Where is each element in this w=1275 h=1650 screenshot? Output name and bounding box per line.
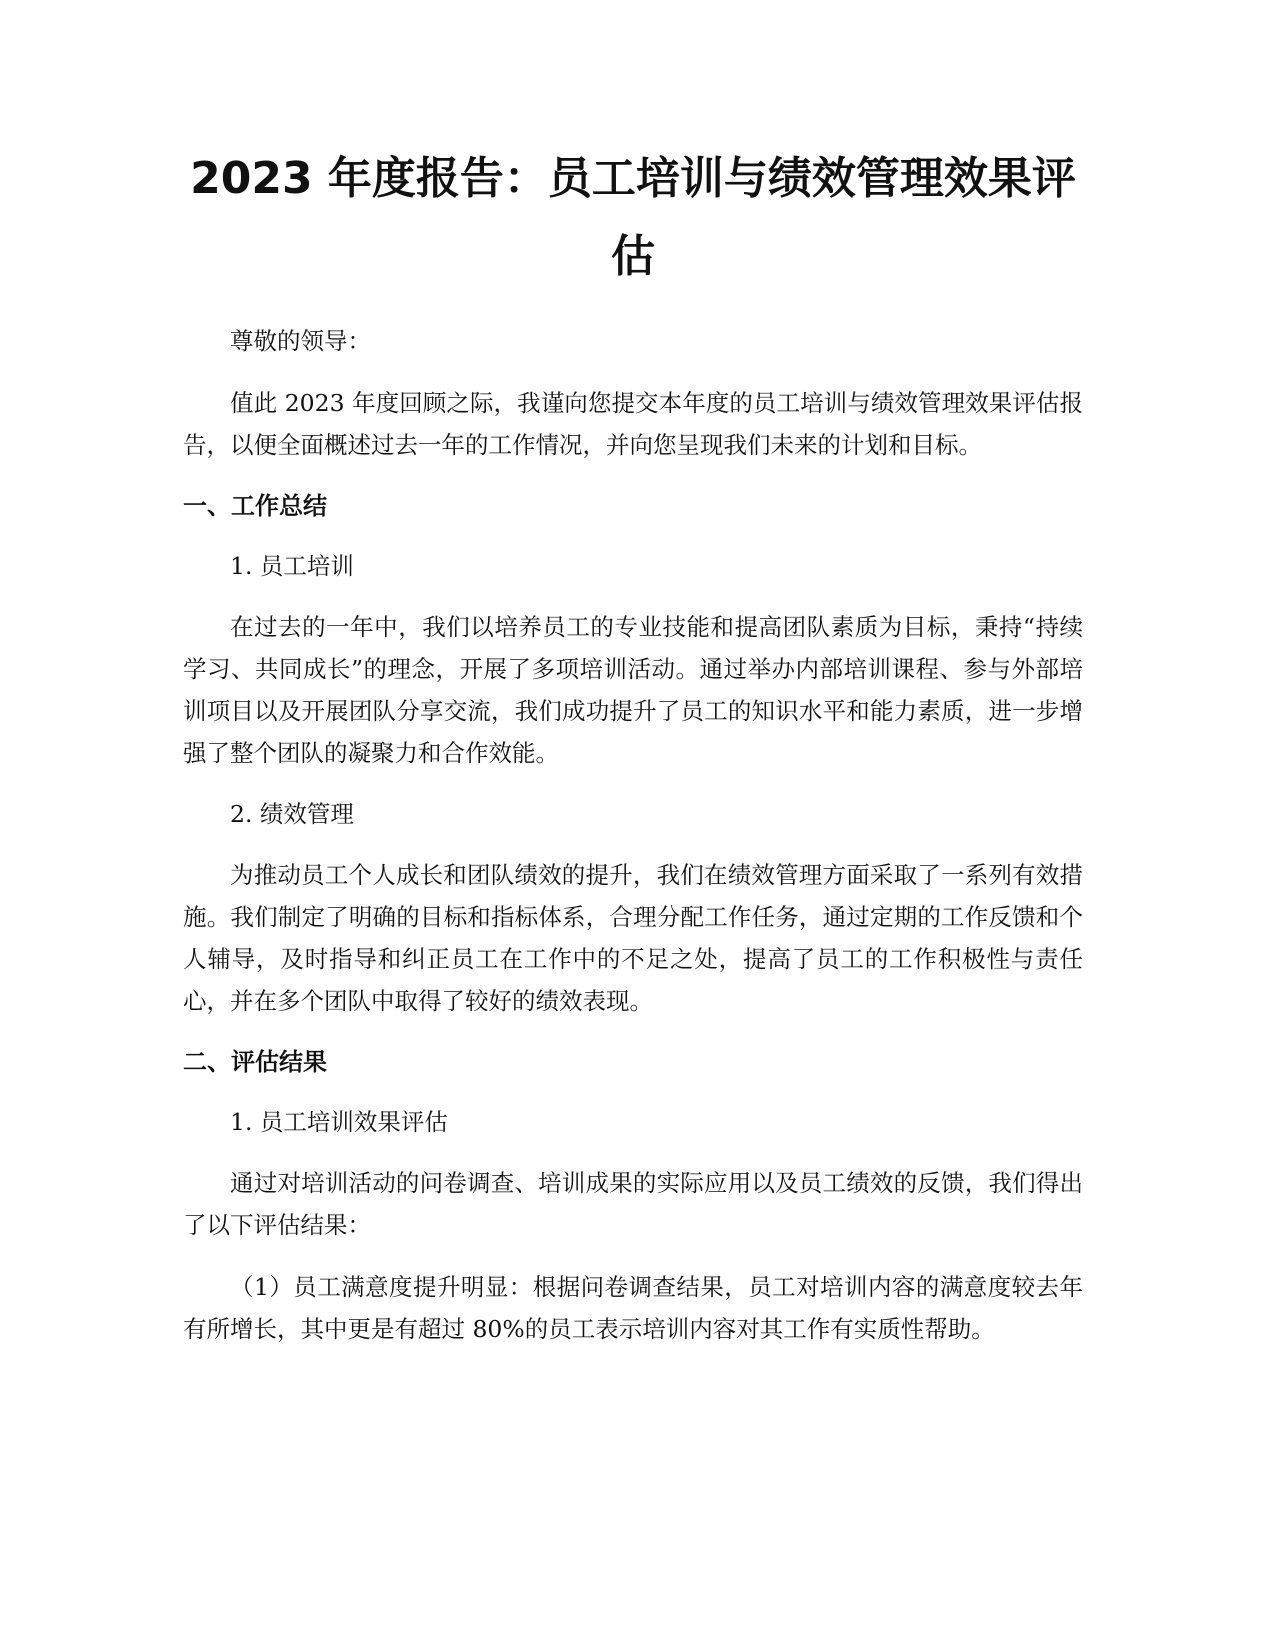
paragraph-training: 在过去的一年中，我们以培养员工的专业技能和提高团队素质为目标，秉持“持续学习、共同成长”的理念，开展了多项培训活动。通过举办内部培训课程、参与外部培训项目以及开展团队分享交流，我们成功提升了员工的知识水平和能力素质，进一步增强了整个团队的凝聚力和合作效能。 — [183, 613, 1083, 767]
section-heading-evaluation-results: 二、评估结果 — [183, 1048, 327, 1076]
document-title: 2023 年度报告：员工培训与绩效管理效果评估 — [190, 153, 1076, 282]
subheading-employee-training: 1. 员工培训 — [230, 552, 354, 580]
salutation: 尊敬的领导： — [230, 327, 371, 355]
subheading-training-evaluation: 1. 员工培训效果评估 — [230, 1108, 448, 1136]
paragraph-performance: 为推动员工个人成长和团队绩效的提升，我们在绩效管理方面采取了一系列有效措施。我们制定了明确的目标和指标体系，合理分配工作任务，通过定期的工作反馈和个人辅导，及时指导和纠正员工在工作中的不足之处，提高了员工的工作积极性与责任心，并在多个团队中取得了较好的绩效表现。 — [183, 861, 1083, 1015]
paragraph-satisfaction: （1）员工满意度提升明显：根据问卷调查结果，员工对培训内容的满意度较去年有所增长，其中更是有超过 80%的员工表示培训内容对其工作有实质性帮助。 — [183, 1273, 1083, 1343]
document-page — [183, 140, 1083, 1350]
section-heading-work-summary: 一、工作总结 — [183, 492, 327, 520]
paragraph-evaluation-intro: 通过对培训活动的问卷调查、培训成果的实际应用以及员工绩效的反馈，我们得出了以下评估结果： — [183, 1169, 1083, 1239]
subheading-performance-management: 2. 绩效管理 — [230, 800, 354, 828]
intro-paragraph: 值此 2023 年度回顾之际，我谨向您提交本年度的员工培训与绩效管理效果评估报告，以便全面概述过去一年的工作情况，并向您呈现我们未来的计划和目标。 — [183, 389, 1083, 459]
